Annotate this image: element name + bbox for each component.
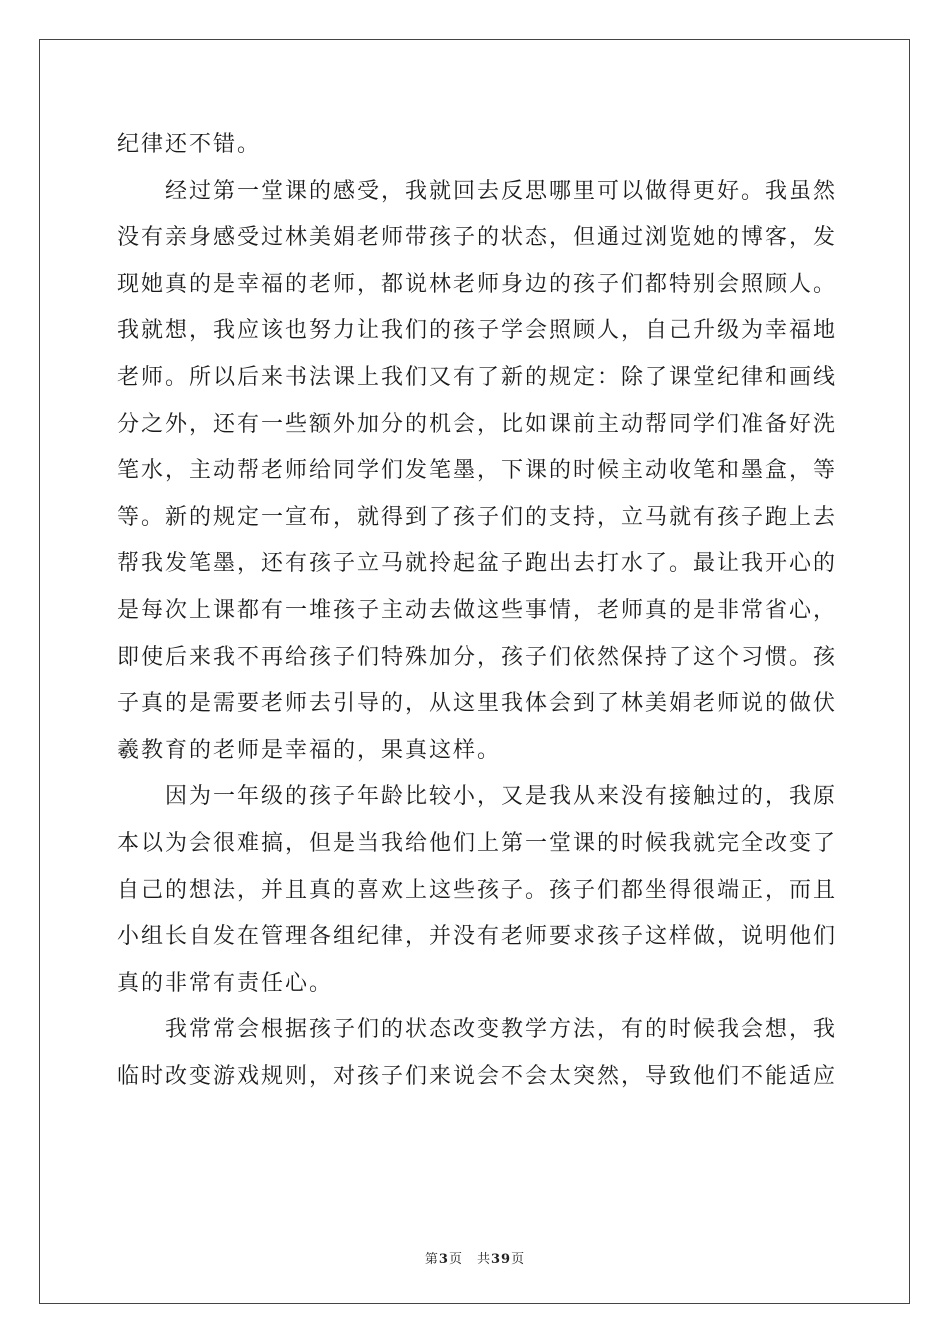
document-body <box>117 126 838 1104</box>
text-line: 分之外，还有一些额外加分的机会，比如课前主动帮同学们准备好洗 <box>117 411 838 437</box>
text-line: 纪律还不错。 <box>117 132 262 157</box>
text-line: 我就想，我应该也努力让我们的孩子学会照顾人，自己升级为幸福地 <box>117 318 838 344</box>
text-line: 羲教育的老师是幸福的，果真这样。 <box>117 737 502 763</box>
text-line: 经过第一堂课的感受，我就回去反思哪里可以做得更好。我虽然 <box>117 178 838 204</box>
page-number: 3 <box>438 1252 449 1267</box>
text-line: 帮我发笔墨，还有孩子立马就拎起盆子跑出去打水了。最让我开心的 <box>117 551 838 577</box>
text-line: 等。新的规定一宣布，就得到了孩子们的支持，立马就有孩子跑上去 <box>117 504 838 530</box>
text-line: 因为一年级的孩子年龄比较小，又是我从来没有接触过的，我原 <box>117 784 838 810</box>
page-prefix: 第 <box>424 1252 439 1267</box>
total-prefix: 共 <box>476 1252 491 1267</box>
total-pages: 39 <box>490 1252 512 1267</box>
text-line: 笔水，主动帮老师给同学们发笔墨，下课的时候主动收笔和墨盒，等 <box>117 458 838 484</box>
text-line: 即使后来我不再给孩子们特殊加分，孩子们依然保持了这个习惯。孩 <box>117 644 838 670</box>
text-line: 现她真的是幸福的老师，都说林老师身边的孩子们都特别会照顾人。 <box>117 271 838 297</box>
text-line: 是每次上课都有一堆孩子主动去做这些事情，老师真的是非常省心， <box>117 597 838 623</box>
page-footer <box>0 1248 950 1267</box>
text-line: 真的非常有责任心。 <box>117 970 334 996</box>
text-line: 老师。所以后来书法课上我们又有了新的规定：除了课堂纪律和画线 <box>117 364 838 390</box>
text-line: 我常常会根据孩子们的状态改变教学方法，有的时候我会想，我 <box>117 1017 838 1043</box>
text-line: 临时改变游戏规则，对孩子们来说会不会太突然，导致他们不能适应 <box>117 1063 838 1089</box>
text-line: 没有亲身感受过林美娟老师带孩子的状态，但通过浏览她的博客，发 <box>117 225 838 251</box>
text-line: 小组长自发在管理各组纪律，并没有老师要求孩子这样做，说明他们 <box>117 924 838 950</box>
text-line: 本以为会很难搞，但是当我给他们上第一堂课的时候我就完全改变了 <box>117 830 838 856</box>
text-line: 自己的想法，并且真的喜欢上这些孩子。孩子们都坐得很端正，而且 <box>117 877 838 903</box>
total-suffix: 页 <box>511 1252 526 1267</box>
text-line: 子真的是需要老师去引导的，从这里我体会到了林美娟老师说的做伏 <box>117 691 838 717</box>
page-suffix: 页 <box>448 1252 463 1267</box>
